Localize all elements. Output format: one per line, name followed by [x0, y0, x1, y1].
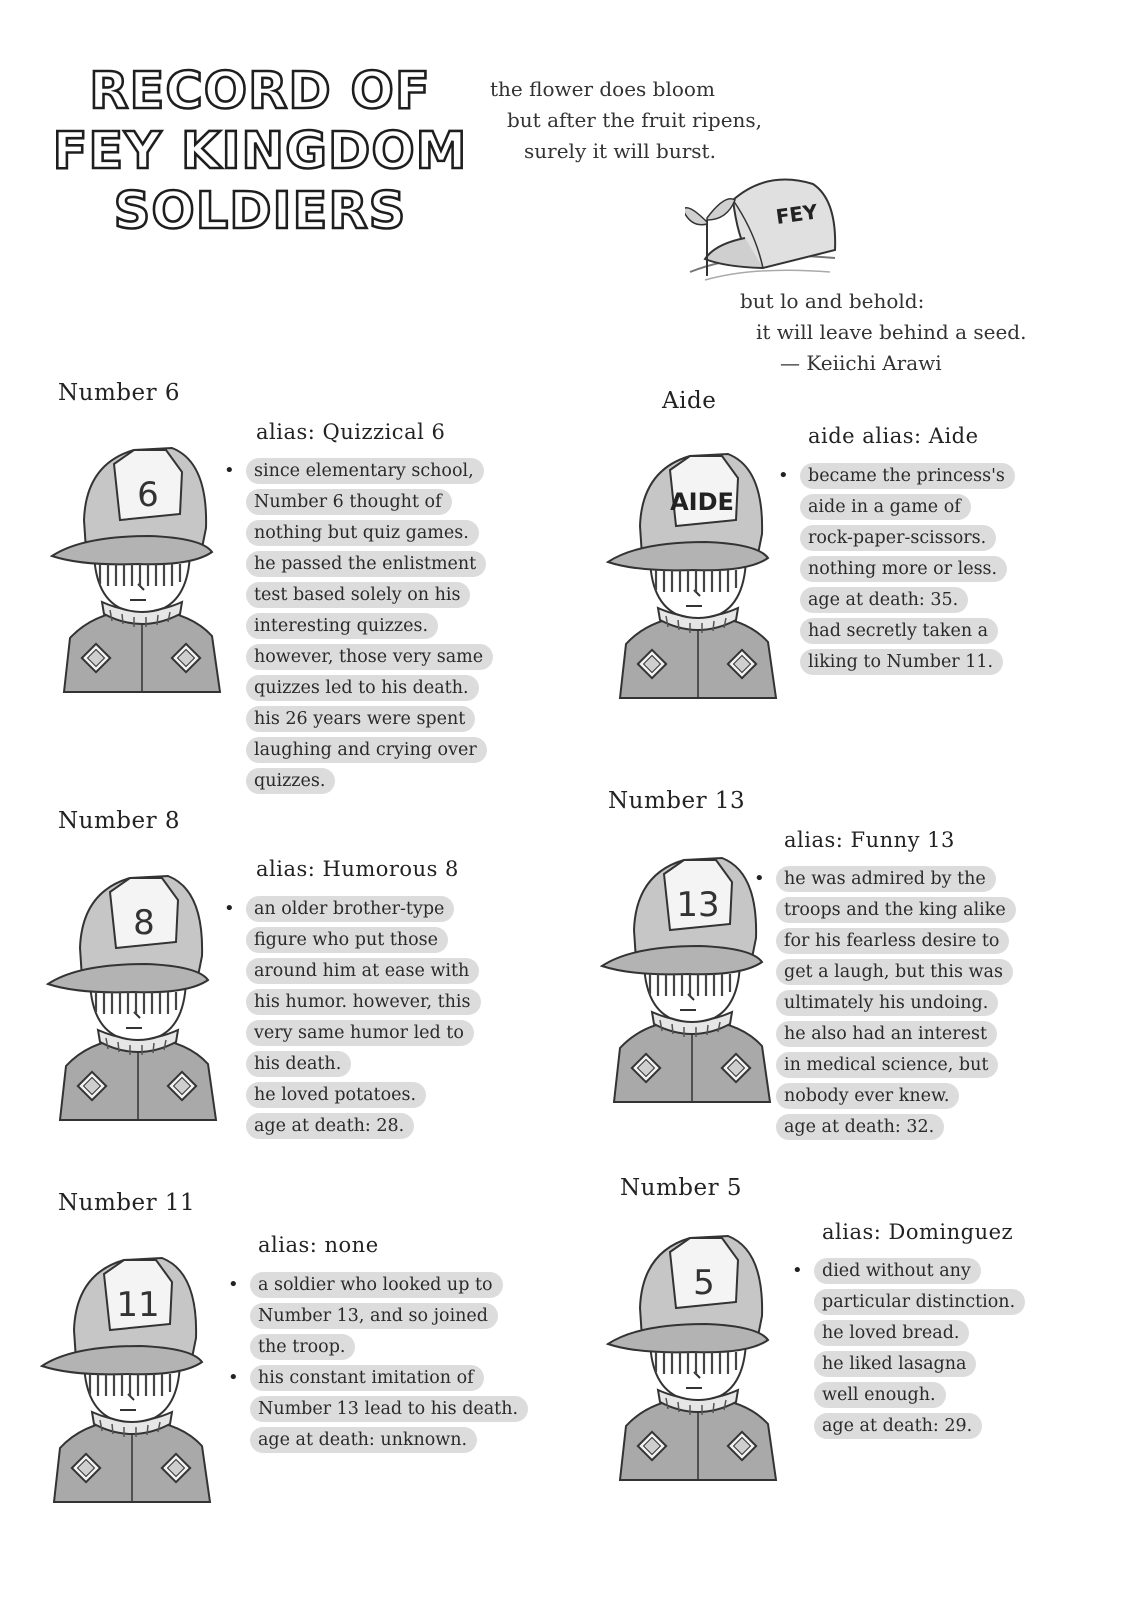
note-line: he liked lasagna: [814, 1351, 976, 1377]
soldier-alias: aide alias: Aide: [808, 424, 979, 448]
note-line: liking to Number 11.: [800, 649, 1003, 675]
soldier-alias: alias: Funny 13: [784, 828, 955, 852]
note-line: nothing more or less.: [800, 556, 1007, 582]
note-line: nobody ever knew.: [776, 1083, 959, 1109]
soldier-alias: alias: Dominguez: [822, 1220, 1014, 1244]
poem-author: — Keiichi Arawi: [780, 351, 942, 375]
soldier-portrait: [32, 1234, 232, 1508]
title-line: FEY KINGDOM: [52, 122, 468, 181]
note-line: • died without any: [814, 1258, 981, 1284]
note-line: his humor. however, this: [246, 989, 481, 1015]
note-line: his 26 years were spent: [246, 706, 475, 732]
note-line: Number 13 lead to his death.: [250, 1396, 528, 1422]
note-line: around him at ease with: [246, 958, 479, 984]
note-line: he passed the enlistment: [246, 551, 486, 577]
note-line: however, those very same: [246, 644, 493, 670]
note-line: he also had an interest: [776, 1021, 997, 1047]
soldier-portrait: [42, 424, 242, 698]
poem-line: surely it will burst.: [524, 139, 716, 163]
note-line: interesting quizzes.: [246, 613, 438, 639]
note-line: quizzes.: [246, 768, 335, 794]
note-line: the troop.: [250, 1334, 355, 1360]
soldier-notes: [246, 458, 493, 799]
soldier-name: Number 6: [58, 380, 181, 406]
note-line: • since elementary school,: [246, 458, 484, 484]
note-line: • became the princess's: [800, 463, 1015, 489]
soldier-notes: [776, 866, 1016, 1145]
cap-number: 11: [116, 1285, 160, 1325]
soldier-portrait: [598, 430, 798, 704]
note-line: • an older brother-type: [246, 896, 454, 922]
note-line: well enough.: [814, 1382, 946, 1408]
note-line: test based solely on his: [246, 582, 470, 608]
poem-top: [490, 74, 762, 167]
note-line: get a laugh, but this was: [776, 959, 1013, 985]
soldier-name: Number 11: [58, 1190, 196, 1216]
title-line: RECORD OF: [89, 62, 431, 121]
note-line: Number 13, and so joined: [250, 1303, 498, 1329]
cap-number: 8: [133, 903, 155, 943]
soldier-name: Number 5: [620, 1175, 743, 1201]
note-line: particular distinction.: [814, 1289, 1025, 1315]
poem-line: but lo and behold:: [740, 289, 925, 313]
note-line: had secretly taken a: [800, 618, 998, 644]
note-line: • his constant imitation of: [250, 1365, 484, 1391]
note-line: he loved bread.: [814, 1320, 969, 1346]
note-line: age at death: 28.: [246, 1113, 414, 1139]
hat-label: FEY: [774, 199, 820, 229]
soldier-alias: alias: Quizzical 6: [256, 420, 446, 444]
note-line: quizzes led to his death.: [246, 675, 479, 701]
soldier-name: Aide: [662, 388, 717, 414]
note-line: age at death: 35.: [800, 587, 968, 613]
poem-bottom: [740, 286, 1026, 379]
cap-number: 13: [676, 885, 720, 925]
note-line: figure who put those: [246, 927, 448, 953]
soldier-notes: [250, 1272, 528, 1458]
note-line: nothing but quiz games.: [246, 520, 479, 546]
note-line: in medical science, but: [776, 1052, 998, 1078]
cap-number: 6: [137, 475, 159, 515]
cap-number: AIDE: [670, 488, 734, 516]
soldier-notes: [246, 896, 481, 1144]
note-line: ultimately his undoing.: [776, 990, 998, 1016]
soldier-alias: alias: Humorous 8: [256, 857, 459, 881]
note-line: age at death: 29.: [814, 1413, 982, 1439]
note-line: he loved potatoes.: [246, 1082, 426, 1108]
soldier-portrait: [38, 852, 238, 1126]
soldier-notes: [800, 463, 1015, 680]
page-title: [40, 62, 480, 242]
note-line: • a soldier who looked up to: [250, 1272, 503, 1298]
note-line: his death.: [246, 1051, 351, 1077]
cap-number: 5: [693, 1263, 715, 1303]
poem-line: the flower does bloom: [490, 77, 715, 101]
soldier-portrait: [598, 1212, 798, 1486]
poem-line: it will leave behind a seed.: [756, 320, 1027, 344]
note-line: • he was admired by the: [776, 866, 996, 892]
title-line: SOLDIERS: [113, 182, 407, 241]
poem-line: but after the fruit ripens,: [507, 108, 763, 132]
note-line: Number 6 thought of: [246, 489, 452, 515]
note-line: very same humor led to: [246, 1020, 474, 1046]
note-line: aide in a game of: [800, 494, 971, 520]
note-line: troops and the king alike: [776, 897, 1016, 923]
soldier-name: Number 8: [58, 808, 181, 834]
soldier-alias: alias: none: [258, 1233, 379, 1257]
note-line: rock-paper-scissors.: [800, 525, 996, 551]
note-line: age at death: unknown.: [250, 1427, 477, 1453]
note-line: for his fearless desire to: [776, 928, 1009, 954]
soldier-notes: [814, 1258, 1025, 1444]
note-line: laughing and crying over: [246, 737, 487, 763]
soldier-name: Number 13: [608, 788, 746, 814]
note-line: age at death: 32.: [776, 1114, 944, 1140]
